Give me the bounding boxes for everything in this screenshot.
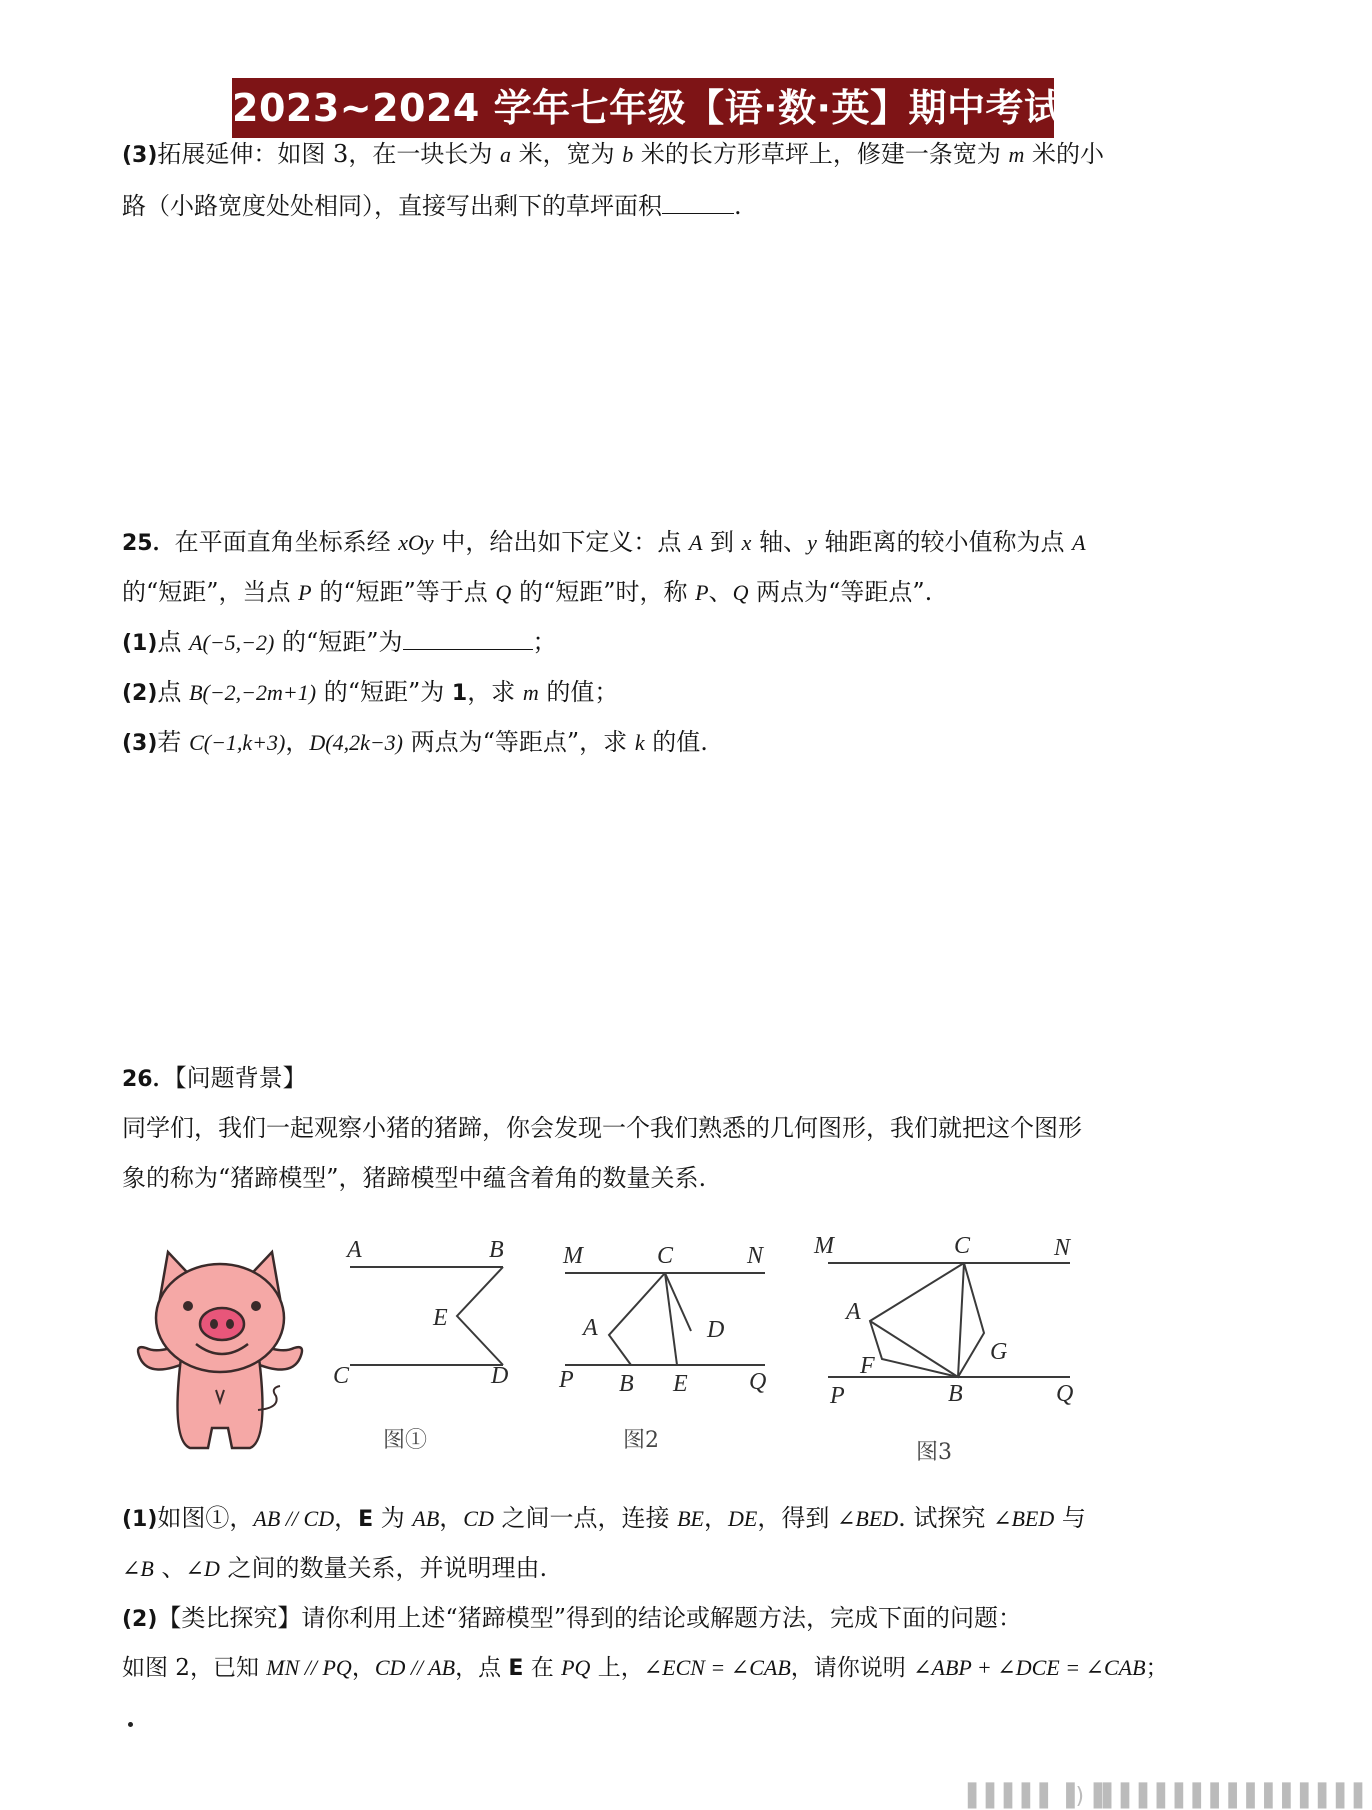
- stray-dot: [128, 1722, 133, 1727]
- exam-title-banner: 2023~2024 学年七年级【语·数·英】期中考试测试卷: [232, 78, 1054, 138]
- label-q: Q: [1056, 1381, 1074, 1407]
- figure-caption: 图①: [383, 1428, 428, 1453]
- pig-illustration: [130, 1240, 310, 1460]
- label-m: M: [563, 1243, 583, 1269]
- label-e: E: [433, 1305, 448, 1331]
- segments-c-a-f-b: [870, 1263, 964, 1377]
- label-a: A: [846, 1299, 861, 1325]
- pig-nostril: [226, 1319, 234, 1329]
- label-b: B: [619, 1371, 634, 1397]
- label-b: B: [489, 1237, 504, 1263]
- q26-background-line1: 同学们，我们一起观察小猪的猪蹄，你会发现一个我们熟悉的几何图形，我们就把这个图形: [122, 1114, 1082, 1142]
- q26-part1-line2: ∠B 、∠D 之间的数量关系，并说明理由.: [122, 1554, 548, 1582]
- label-f: F: [860, 1353, 875, 1379]
- segments-b-a-c: [609, 1273, 665, 1365]
- q25-intro-line1: 25．在平面直角坐标系经 xOy 中，给出如下定义：点 A 到 x 轴、y 轴距离的较小值称为点 A: [122, 528, 1086, 556]
- label-a: A: [583, 1315, 598, 1341]
- label-n: N: [1054, 1235, 1071, 1261]
- answer-blank[interactable]: [662, 191, 734, 214]
- q24-part3-line1: (3)拓展延伸：如图 3，在一块长为 a 米，宽为 b 米的长方形草坪上，修建一条宽为 m 米的小: [122, 140, 1105, 168]
- segments-be-ed: [457, 1267, 503, 1365]
- pig-left-eye: [183, 1301, 193, 1311]
- q26-part2-line1: (2)【类比探究】请你利用上述“猪蹄模型”得到的结论或解题方法，完成下面的问题：: [122, 1604, 1022, 1632]
- part-number: (3): [122, 143, 158, 168]
- label-c: C: [333, 1363, 350, 1389]
- math-var: a: [499, 142, 511, 167]
- figure-2: [555, 1225, 780, 1465]
- q24-part3-line2: 路（小路宽度处处相同），直接写出剩下的草坪面积 .: [122, 192, 742, 220]
- label-g: G: [990, 1339, 1008, 1365]
- label-c: C: [954, 1233, 971, 1259]
- label-p: P: [559, 1367, 574, 1393]
- question-number: 25．: [122, 531, 175, 556]
- label-e: E: [673, 1371, 688, 1397]
- label-a: A: [347, 1237, 362, 1263]
- figure-1: [325, 1225, 525, 1465]
- q26-heading: 26．【问题背景】: [122, 1064, 307, 1092]
- pig-snout: [200, 1308, 244, 1340]
- segment-ab: [870, 1321, 958, 1377]
- label-q: Q: [749, 1369, 767, 1395]
- label-b: B: [948, 1381, 963, 1407]
- q25-part2: (2)点 B(−2,−2m+1) 的“短距”为 1，求 m 的值；: [122, 678, 619, 706]
- math-var: m: [1008, 142, 1025, 167]
- math-var: b: [622, 142, 634, 167]
- watermark: ▌▌▌▌▌▐)▐▌▌▌▌▌▌▌▌▌▌▌▌▌▌▌: [968, 1784, 1372, 1809]
- figure-caption: 图3: [916, 1440, 952, 1465]
- q26-part2-line2: 如图 2，已知 MN // PQ，CD // AB，点 E 在 PQ 上，∠ECN = ∠CAB，请你说明 ∠ABP + ∠DCE = ∠CAB；: [122, 1655, 1169, 1681]
- q25-part3: (3)若 C(−1,k+3)，D(4,2k−3) 两点为“等距点”，求 k 的值.: [122, 728, 708, 756]
- answer-blank[interactable]: [403, 627, 533, 650]
- label-n: N: [747, 1243, 764, 1269]
- q25-intro-line2: 的“短距”，当点 P 的“短距”等于点 Q 的“短距”时，称 P、Q 两点为“等距点”.: [122, 578, 933, 606]
- q26-background-line2: 象的称为“猪蹄模型”，猪蹄模型中蕴含着角的数量关系.: [122, 1164, 707, 1192]
- figure-caption: 图2: [623, 1428, 659, 1453]
- pig-right-eye: [251, 1301, 261, 1311]
- q26-part1-line1: (1)如图①，AB // CD，E 为 AB，CD 之间一点，连接 BE，DE，得到 ∠BED. 试探究 ∠BED 与: [122, 1504, 1086, 1532]
- q25-part1: (1)点 A(−5,−2) 的“短距”为 ；: [122, 628, 557, 656]
- pig-nostril: [210, 1319, 218, 1329]
- figure-3: [808, 1225, 1090, 1475]
- label-p: P: [830, 1383, 845, 1409]
- label-d: D: [491, 1363, 509, 1389]
- label-c: C: [657, 1243, 674, 1269]
- label-m: M: [814, 1233, 834, 1259]
- label-d: D: [707, 1317, 725, 1343]
